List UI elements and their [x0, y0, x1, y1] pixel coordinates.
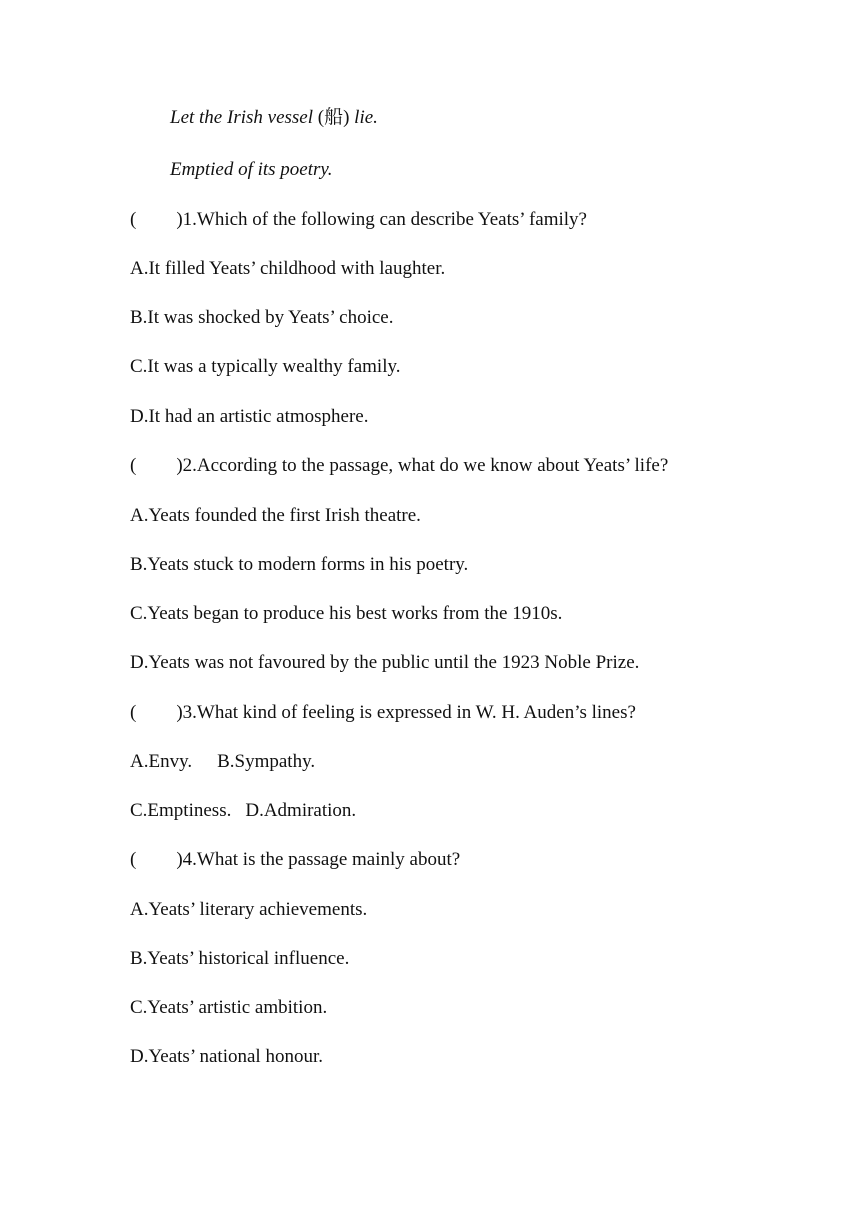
question-3-option-d: D.Admiration. — [245, 800, 357, 821]
poem-line-1 — [170, 106, 378, 130]
question-2-stem — [130, 454, 668, 478]
question-2-text: )2.According to the passage, what do we know about Yeats’ life? — [176, 455, 669, 476]
question-4-text: )4.What is the passage mainly about? — [176, 849, 461, 870]
answer-blank-open-paren: ( — [130, 455, 137, 476]
poem-line-1-gloss: (船) — [317, 107, 350, 128]
question-1-option-c: C.It was a typically wealthy family. — [130, 356, 401, 377]
question-4-stem — [130, 848, 460, 872]
question-1-stem — [130, 208, 587, 232]
question-3-option-a: A.Envy. — [130, 751, 193, 772]
question-4-option-d: D.Yeats’ national honour. — [130, 1046, 323, 1067]
question-3-option-b: B.Sympathy. — [217, 751, 316, 772]
question-4-option-c: C.Yeats’ artistic ambition. — [130, 997, 328, 1018]
question-1-option-b: B.It was shocked by Yeats’ choice. — [130, 307, 394, 328]
question-2-option-a: A.Yeats founded the first Irish theatre. — [130, 505, 421, 526]
question-3-option-c: C.Emptiness. — [130, 800, 232, 821]
question-3-options-row-2 — [130, 799, 356, 823]
poem-line-1-text-a: Let the Irish vessel — [170, 107, 318, 128]
question-2-option-d: D.Yeats was not favoured by the public until the 1923 Noble Prize. — [130, 652, 640, 673]
question-1-option-a: A.It filled Yeats’ childhood with laughter. — [130, 258, 446, 279]
question-3-options-row-1 — [130, 750, 315, 774]
question-2-option-b: B.Yeats stuck to modern forms in his poetry. — [130, 554, 469, 575]
poem-line-2: Emptied of its poetry. — [170, 159, 333, 180]
question-4-option-a: A.Yeats’ literary achievements. — [130, 899, 368, 920]
question-1-text: )1.Which of the following can describe Yeats’ family? — [176, 209, 587, 230]
question-3-text: )3.What kind of feeling is expressed in W. H. Auden’s lines? — [176, 702, 636, 723]
answer-blank-open-paren: ( — [130, 209, 137, 230]
question-3-stem — [130, 701, 636, 725]
question-2-option-c: C.Yeats began to produce his best works from the 1910s. — [130, 603, 563, 624]
poem-line-1-text-c: lie. — [349, 107, 378, 128]
answer-blank-open-paren: ( — [130, 849, 137, 870]
answer-blank-open-paren: ( — [130, 702, 137, 723]
question-1-option-d: D.It had an artistic atmosphere. — [130, 406, 369, 427]
question-4-option-b: B.Yeats’ historical influence. — [130, 948, 350, 969]
